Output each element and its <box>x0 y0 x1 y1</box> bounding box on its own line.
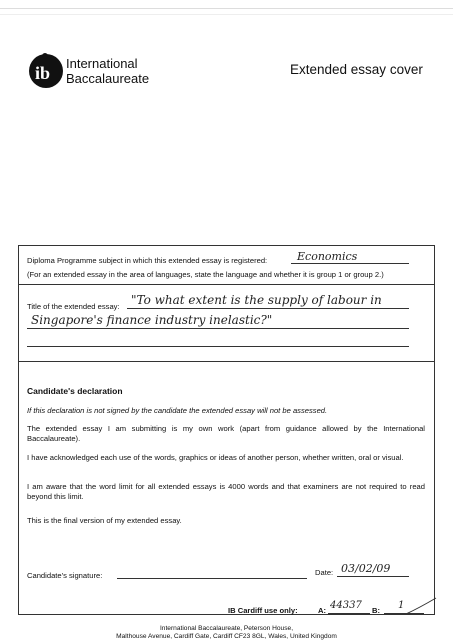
declaration-paragraph: I have acknowledged each use of the words, graphics or ideas of another person, whether written, oral or visual. <box>27 453 404 462</box>
ib-logo-icon <box>26 50 66 90</box>
divider <box>19 361 434 362</box>
logo-text: ib <box>35 63 51 83</box>
org-line1: International <box>66 56 138 71</box>
date-underline <box>337 576 409 577</box>
declaration-heading: Candidate's declaration <box>27 386 123 396</box>
date-value[interactable]: 03/02/09 <box>341 562 391 575</box>
office-b-value: 1 <box>398 600 405 611</box>
page-title: Extended essay cover <box>290 62 423 77</box>
cover-form <box>18 245 435 615</box>
essay-title-line1[interactable]: "To what extent is the supply of labour in <box>131 293 382 307</box>
subject-underline <box>291 263 409 264</box>
declaration-paragraph: This is the final version of my extended essay. <box>27 516 182 525</box>
title-underline <box>27 328 409 329</box>
office-use-label: IB Cardiff use only: <box>228 606 298 615</box>
office-a-value: 44337 <box>330 600 362 611</box>
scan-edge-line <box>0 14 453 15</box>
check-stroke-icon <box>404 596 438 616</box>
declaration-paragraph: The extended essay I am submitting is my own work (apart from guidance allowed by the International Baccalaureate). <box>27 424 425 443</box>
signature-line[interactable] <box>117 578 307 579</box>
office-b-label: B: <box>372 606 381 615</box>
declaration-warning: If this declaration is not signed by the candidate the extended essay will not be assessed. <box>27 406 328 415</box>
title-underline <box>27 346 409 347</box>
organization-name <box>66 56 149 86</box>
scan-edge-line <box>0 8 453 9</box>
office-a-label: A: <box>318 606 327 615</box>
subject-value[interactable]: Economics <box>297 250 358 263</box>
subject-note: (For an extended essay in the area of languages, state the language and whether it is group 1 or group 2.) <box>27 270 384 279</box>
divider <box>19 284 434 285</box>
org-line2: Baccalaureate <box>66 71 150 86</box>
signature-label: Candidate's signature: <box>27 571 103 580</box>
office-a-underline <box>328 613 370 614</box>
essay-title-line2[interactable]: Singapore's finance industry inelastic?" <box>31 313 273 327</box>
essay-title-label: Title of the extended essay: <box>27 302 120 311</box>
title-underline <box>127 308 409 309</box>
footer-address-line1: International Baccalaureate, Peterson House, <box>159 625 294 632</box>
footer-address-line2: Malthouse Avenue, Cardiff Gate, Cardiff CF23 8GL, Wales, United Kingdom <box>116 633 337 640</box>
declaration-paragraph: I am aware that the word limit for all extended essays is 4000 words and that examiners are not required to read beyond this limit. <box>27 482 425 501</box>
subject-label: Diploma Programme subject in which this extended essay is registered: <box>27 256 268 265</box>
date-label: Date: <box>315 568 334 577</box>
